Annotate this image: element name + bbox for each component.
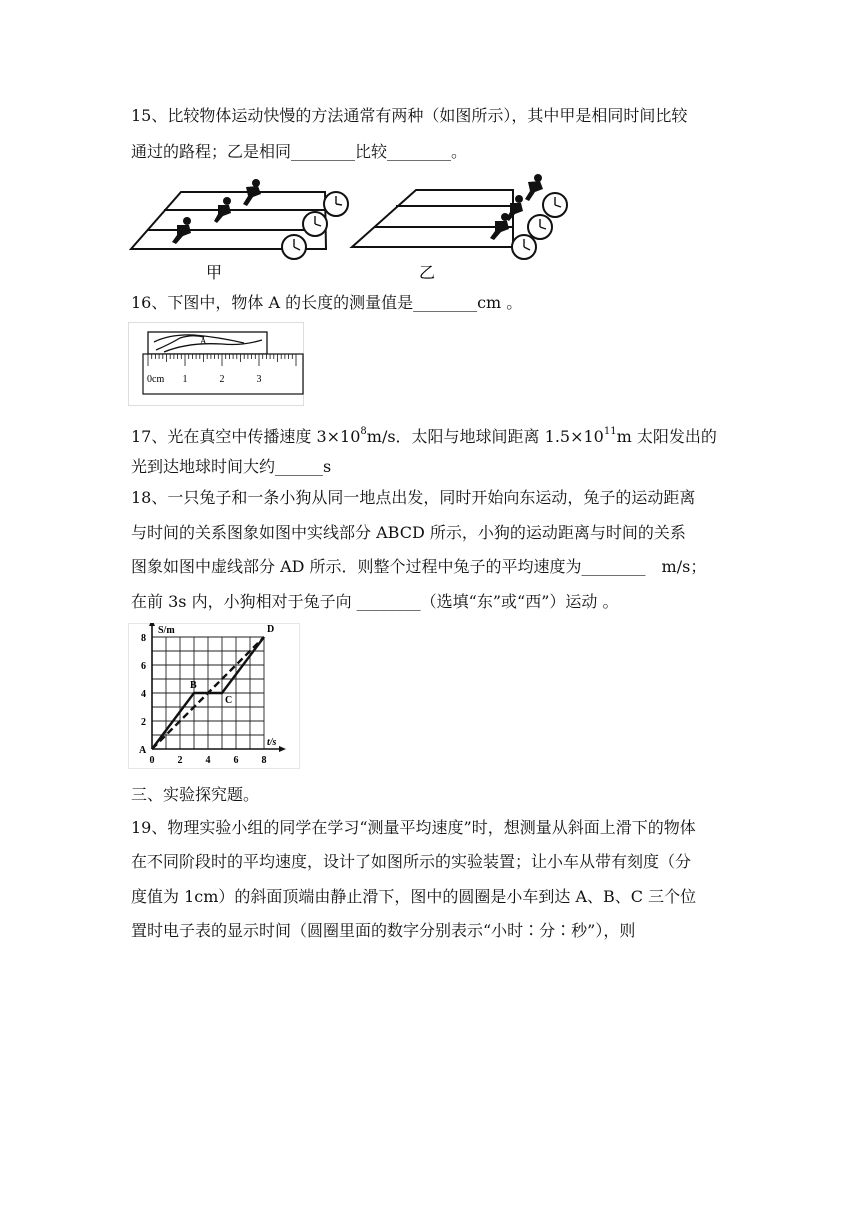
x-tick-label: 4	[205, 755, 211, 766]
object-a-label: A	[200, 336, 207, 346]
q17-exponent-2: 11	[603, 426, 617, 437]
q17-line1	[131, 422, 717, 447]
q15-figure	[128, 172, 580, 284]
q19-line2: 在不同阶段时的平均速度，设计了如图所示的实验装置；让小车从带有刻度（分	[131, 852, 692, 871]
q17-text-a: 17、光在真空中传播速度 3×10	[131, 427, 361, 446]
q15-line2: 通过的路程；乙是相同________比较________。	[131, 142, 468, 161]
x-tick-label: 2	[177, 755, 183, 766]
q18-distance-time-chart	[128, 623, 300, 769]
q16-ruler-figure	[128, 322, 304, 406]
x-tick-label: 6	[233, 755, 239, 766]
runners-jia	[172, 179, 261, 244]
point-label-d: D	[267, 624, 275, 635]
q18-line1: 18、一只兔子和一条小狗从同一地点出发，同时开始向东运动，兔子的运动距离	[131, 488, 696, 507]
ruler-label-0: 0cm	[147, 374, 165, 385]
q17-text-b: m/s．太阳与地球间距离 1.5×10	[366, 427, 604, 446]
q15-line1: 15、比较物体运动快慢的方法通常有两种（如图所示），其中甲是相同时间比较	[131, 106, 688, 125]
y-axis-label: S/m	[158, 625, 175, 636]
q16-line1: 16、下图中，物体 A 的长度的测量值是________cm 。	[131, 293, 523, 312]
q19-line1: 19、物理实验小组的同学在学习“测量平均速度”时，想测量从斜面上滑下的物体	[131, 818, 696, 837]
q19-line4: 置时电子表的显示时间（圆圈里面的数字分别表示“小时∶分∶秒”），则	[131, 921, 636, 940]
label-jia: 甲	[206, 265, 223, 282]
label-yi: 乙	[419, 265, 436, 282]
object-a	[148, 332, 267, 354]
x-axis-label: t/s	[267, 737, 277, 748]
y-tick-label: 8	[141, 633, 146, 644]
ruler-label-3: 3	[256, 374, 262, 385]
ruler-label-2: 2	[219, 374, 225, 385]
q17-text-c: m 太阳发出的	[616, 427, 717, 446]
y-tick-label: 2	[141, 717, 146, 728]
track-yi	[352, 190, 513, 247]
q18-line2: 与时间的关系图象如图中实线部分 ABCD 所示，小狗的运动距离与时间的关系	[131, 523, 686, 542]
section3-heading: 三、实验探究题。	[131, 785, 260, 804]
q18-line3: 图象如图中虚线部分 AD 所示．则整个过程中兔子的平均速度为________ m/s；	[131, 557, 707, 576]
y-tick-label: 4	[141, 689, 146, 700]
q18-line4: 在前 3s 内，小狗相对于兔子向 ________（选填“东”或“西”）运动 。	[131, 592, 619, 611]
point-label-a: A	[139, 745, 147, 756]
q17-exponent-1: 8	[360, 426, 367, 437]
y-tick-label: 6	[141, 661, 146, 672]
ruler-label-1: 1	[182, 374, 188, 385]
q17-line2: 光到达地球时间大约______s	[131, 457, 332, 476]
point-label-b: B	[190, 680, 197, 691]
x-tick-label: 0	[149, 755, 155, 766]
q19-line3: 度值为 1cm）的斜面顶端由静止滑下，图中的圆圈是小车到达 A、B、C 三个位	[131, 887, 697, 906]
point-label-c: C	[225, 695, 233, 706]
x-tick-label: 8	[261, 755, 267, 766]
